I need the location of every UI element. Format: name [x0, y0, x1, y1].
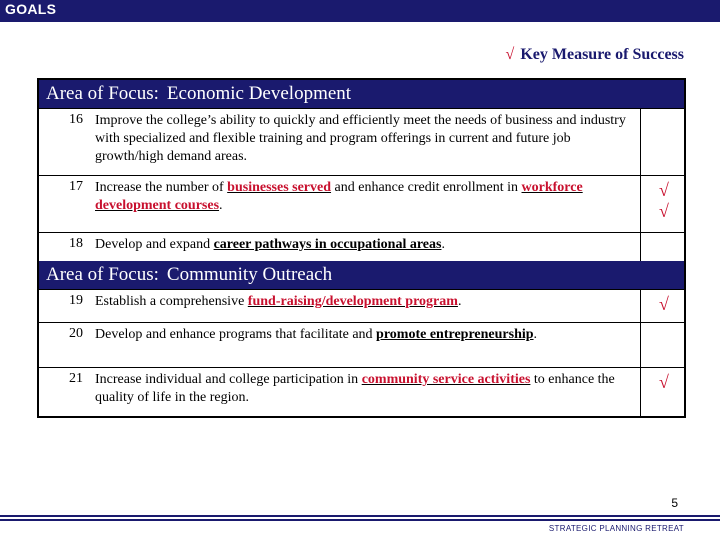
focus-label: Area of Focus: [46, 264, 159, 285]
key-term: promote entrepreneurship [376, 327, 534, 342]
check-mark: √ [659, 180, 669, 200]
measure-cell [640, 323, 687, 367]
table-row [39, 367, 684, 416]
goal-number: 16 [69, 112, 83, 127]
focus-name: Community Outreach [166, 264, 333, 285]
goal-text: Develop and expand career pathways in occupational areas. [95, 237, 445, 252]
goal-text: Increase the number of businesses served and enhance credit enrollment in workforce development courses. [95, 180, 583, 213]
key-legend [506, 46, 684, 64]
key-term: businesses served [227, 180, 332, 195]
page-title: GOALS [5, 1, 57, 17]
goal-number: 20 [69, 326, 83, 341]
check-mark: √ [659, 372, 669, 392]
title-bar [0, 0, 720, 22]
key-term: fund-raising/development program [247, 294, 458, 309]
goal-text: Improve the college’s ability to quickly and efficiently meet the needs of business and industry with specialized and flexible training and program offerings in current and future job growth/high demand areas. [95, 113, 626, 164]
table-row [39, 108, 684, 175]
check-mark: √ [659, 294, 669, 314]
measure-cell [640, 290, 687, 322]
footer-label: STRATEGIC PLANNING RETREAT [548, 524, 684, 533]
check-icon: √ [505, 46, 515, 63]
goal-number: 18 [69, 236, 83, 251]
focus-name: Economic Development [166, 83, 352, 104]
check-mark: √ [659, 201, 669, 221]
measure-cell [640, 109, 687, 175]
goal-number: 17 [69, 179, 83, 194]
key-term: community service activities [361, 372, 531, 387]
footer-rule [0, 515, 720, 517]
key-label: Key Measure of Success [520, 46, 684, 63]
page-number: 5 [671, 496, 678, 510]
key-term: workforce development courses [95, 180, 583, 213]
goal-number: 19 [69, 293, 83, 308]
measure-cell [640, 176, 687, 232]
key-term: career pathways in occupational areas [213, 237, 442, 252]
table-row [39, 289, 684, 322]
table-row [39, 322, 684, 367]
section-header-community [39, 261, 684, 289]
measure-cell [640, 368, 687, 416]
goal-text: Increase individual and college participation in community service activities to enhance the quality of life in the region. [95, 372, 615, 405]
measure-cell [640, 233, 687, 261]
footer-rule [0, 519, 720, 521]
goal-text: Develop and enhance programs that facilitate and promote entrepreneurship. [95, 327, 538, 342]
goals-table [37, 78, 686, 418]
focus-label: Area of Focus: [46, 83, 159, 104]
goal-number: 21 [69, 371, 83, 386]
goal-text: Establish a comprehensive fund-raising/development program. [95, 294, 462, 309]
table-row [39, 232, 684, 261]
table-row [39, 175, 684, 232]
section-header-economic [39, 80, 684, 108]
